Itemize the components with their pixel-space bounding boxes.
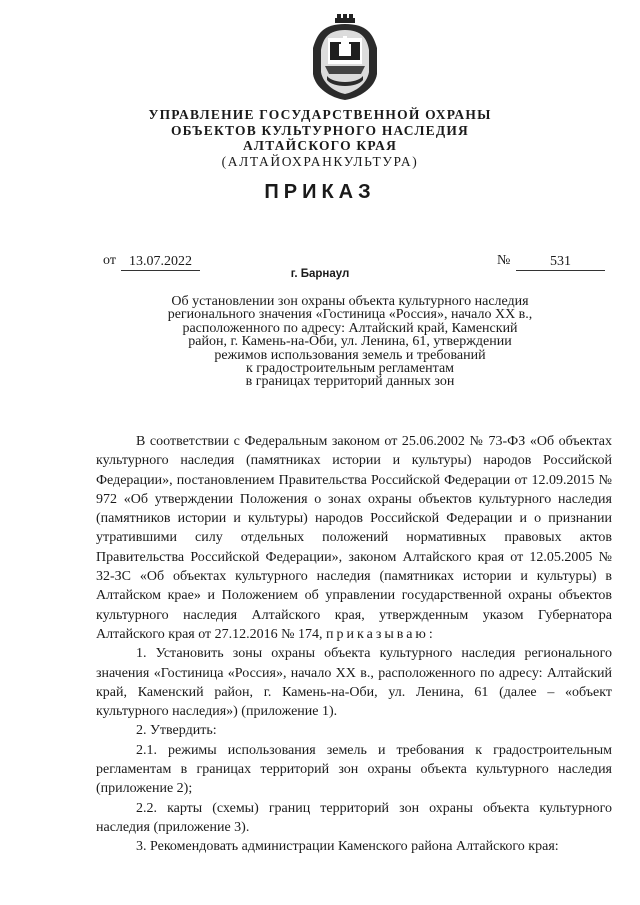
subject-line: в границах территорий данных зон xyxy=(245,374,455,390)
org-name-line-3: АЛТАЙСКОГО КРАЯ xyxy=(242,138,398,153)
order-item: 3. Рекомендовать администрации Каменского района Алтайского края: xyxy=(136,839,559,855)
subject-line: Об установлении зон охраны объекта культурного наследия xyxy=(171,294,529,309)
order-item: 2.1. режимы использования земель и требования к градостроительным регламентам в границах территорий зон охраны объекта культурного наследия (приложение 2); xyxy=(96,742,612,797)
document-type-title: ПРИКАЗ xyxy=(264,181,376,203)
issue-city: г. Барнаул xyxy=(290,268,350,280)
order-item: 1. Установить зоны охраны объекта культурного наследия регионального значения «Гостиница «Россия», начало XX в., расположенного по адресу: Алтайский край, Каменский район, г. Камень-на-Оби, ул. Ленина, 61 (далее – «объект культурного наследия») (приложение 1). xyxy=(96,646,612,720)
subject-line: регионального значения «Гостиница «Россия», начало XX в., xyxy=(167,307,533,323)
order-item: 2. Утвердить: xyxy=(136,723,217,739)
preamble-text: В соответствии с Федеральным законом от 25.06.2002 № 73-ФЗ «Об объектах культурного наследия (памятниках истории и культуры) народов Российской Федерации», постановлением Правительства Российской Федерации от 12.09.2015 № 972 «Об утверждении Положения о зонах охраны объектов культурного наследия (памятников истории и культуры) народов Российской Федерации и о признании утратившими силу отдельных положений нормативных правовых актов Правительства Российской Федерации», законом Алтайского края от 12.05.2005 № 32-ЗС «Об объектах культурного наследия (памятниках истории и культуры) в Алтайском крае» и Положением об управлении государственной охраны объектов культурного наследия Алтайского края, утвержденным указом Губернатора Алтайского края от 27.12.2016 № 174, xyxy=(96,434,612,642)
date-prefix-label: от xyxy=(103,253,116,268)
org-name-line-1: УПРАВЛЕНИЕ ГОСУДАРСТВЕННОЙ ОХРАНЫ xyxy=(148,107,492,122)
document-date: 13.07.2022 xyxy=(121,253,200,271)
document-number: 531 xyxy=(516,253,605,271)
crown-icon xyxy=(335,14,355,23)
altai-krai-coat-of-arms xyxy=(305,14,385,100)
preamble-paragraph: В соответствии с Федеральным законом от 25.06.2002 № 73-ФЗ «Об объектах культурного наследия (памятниках истории и культуры) народов Российской Федерации», постановлением Правительства Российской Федерации от 12.09.2015 № 972 «Об утверждении Положения о зонах охраны объектов культурного наследия (памятников истории и культуры) народов Российской Федерации и о признании утратившими силу отдельных положений нормативных правовых актов Правительства Российской Федерации», законом Алтайского края от 12.05.2005 № 32-ЗС «Об объектах культурного наследия (памятниках истории и культуры) в Алтайском крае» и Положением об управлении государственной охраны объектов культурного наследия Алтайского края, утвержденным указом Губернатора Алтайского края от 27.12.2016 № 174, приказываю: xyxy=(96,434,612,642)
subject-line: режимов использования земель и требований xyxy=(214,347,486,363)
order-word: приказываю xyxy=(326,626,429,642)
org-name-line-2: ОБЪЕКТОВ КУЛЬТУРНОГО НАСЛЕДИЯ xyxy=(170,122,470,138)
issuing-authority xyxy=(0,107,640,170)
subject-line: район, г. Камень-на-Оби, ул. Ленина, 61, утверждении xyxy=(188,334,512,350)
order-subject xyxy=(140,295,560,389)
org-abbreviation: (АЛТАЙОХРАНКУЛЬТУРА) xyxy=(221,153,419,169)
subject-line: расположенного по адресу: Алтайский край, Каменский xyxy=(182,320,518,336)
subject-line: к градостроительным регламентам xyxy=(245,361,455,377)
order-body xyxy=(96,432,612,857)
number-sign-label: № xyxy=(497,253,511,268)
order-item: 2.2. карты (схемы) границ территорий зон охраны объекта культурного наследия (приложение 3). xyxy=(96,800,612,835)
